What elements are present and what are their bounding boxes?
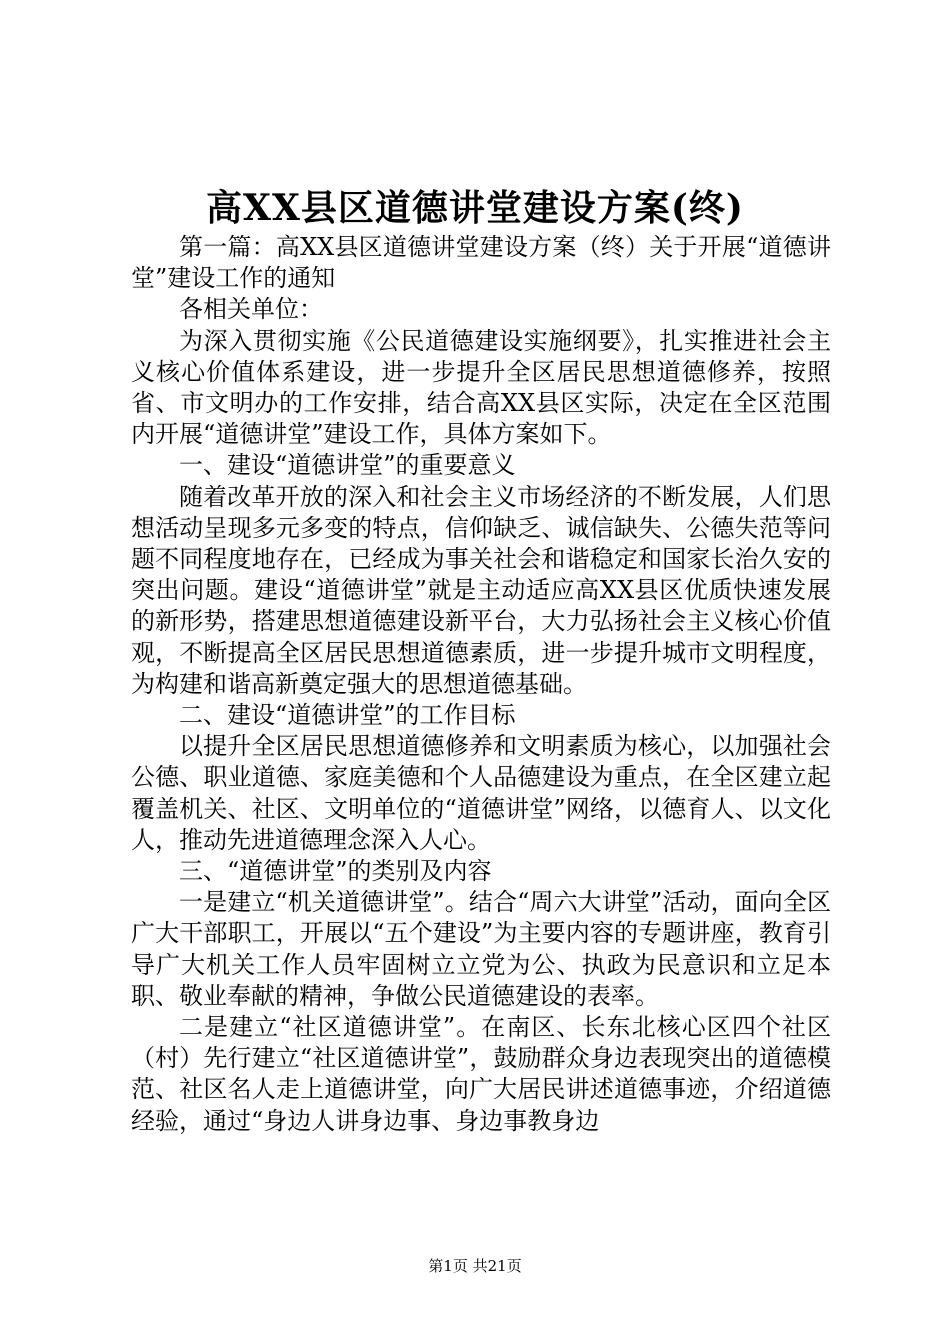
section-heading: 三、“道德讲堂”的类别及内容 [179,857,492,886]
paragraph: 二是建立“社区道德讲堂”。在南区、长东北核心区四个社区（村）先行建立“社区道德讲堂”，鼓励群众身边表现突出的道德模范、社区名人走上道德讲堂，向广大居民讲述道德事迹，介绍道德经验，通过“身边人讲身边事、身边事教身边 [131,1013,831,1135]
paragraph: 以提升全区居民思想道德修养和文明素质为核心，以加强社会公德、职业道德、家庭美德和个人品德建设为重点，在全区建立起覆盖机关、社区、文明单位的“道德讲堂”网络，以德育人、以文化人，推动先进道德理念深入人心。 [131,732,831,854]
paragraph: 第一篇：高XX县区道德讲堂建设方案（终）关于开展“道德讲堂”建设工作的通知 [131,233,831,293]
paragraph: 各相关单位： [179,295,323,324]
document-body [131,232,831,1137]
paragraph: 为深入贯彻实施《公民道德建设实施纲要》，扎实推进社会主义核心价值体系建设，进一步提升全区居民思想道德修养，按照省、市文明办的工作安排，结合高XX县区实际，决定在全区范围内开展“道德讲堂”建设工作，具体方案如下。 [131,326,831,449]
paragraph: 随着改革开放的深入和社会主义市场经济的不断发展，人们思想活动呈现多元多变的特点，信仰缺乏、诚信缺失、公德失范等问题不同程度地存在，已经成为事关社会和谐稳定和国家长治久安的突出问题。建设“道德讲堂”就是主动适应高XX县区优质快速发展的新形势，搭建思想道德建设新平台，大力弘扬社会主义核心价值观，不断提高全区居民思想道德素质，进一步提升城市文明程度，为构建和谐高新奠定强大的思想道德基础。 [131,482,831,698]
document-title: 高XX县区道德讲堂建设方案(终) [206,187,744,229]
paragraph: 一是建立“机关道德讲堂”。结合“周六大讲堂”活动，面向全区广大干部职工，开展以“五个建设”为主要内容的专题讲座，教育引导广大机关工作人员牢固树立立党为公、执政为民意识和立足本职、敬业奉献的精神，争做公民道德建设的表率。 [131,888,831,1010]
section-heading: 二、建设“道德讲堂”的工作目标 [179,701,516,730]
page-number-footer: 第1页 共21页 [428,1257,522,1275]
section-heading: 一、建设“道德讲堂”的重要意义 [179,451,516,480]
